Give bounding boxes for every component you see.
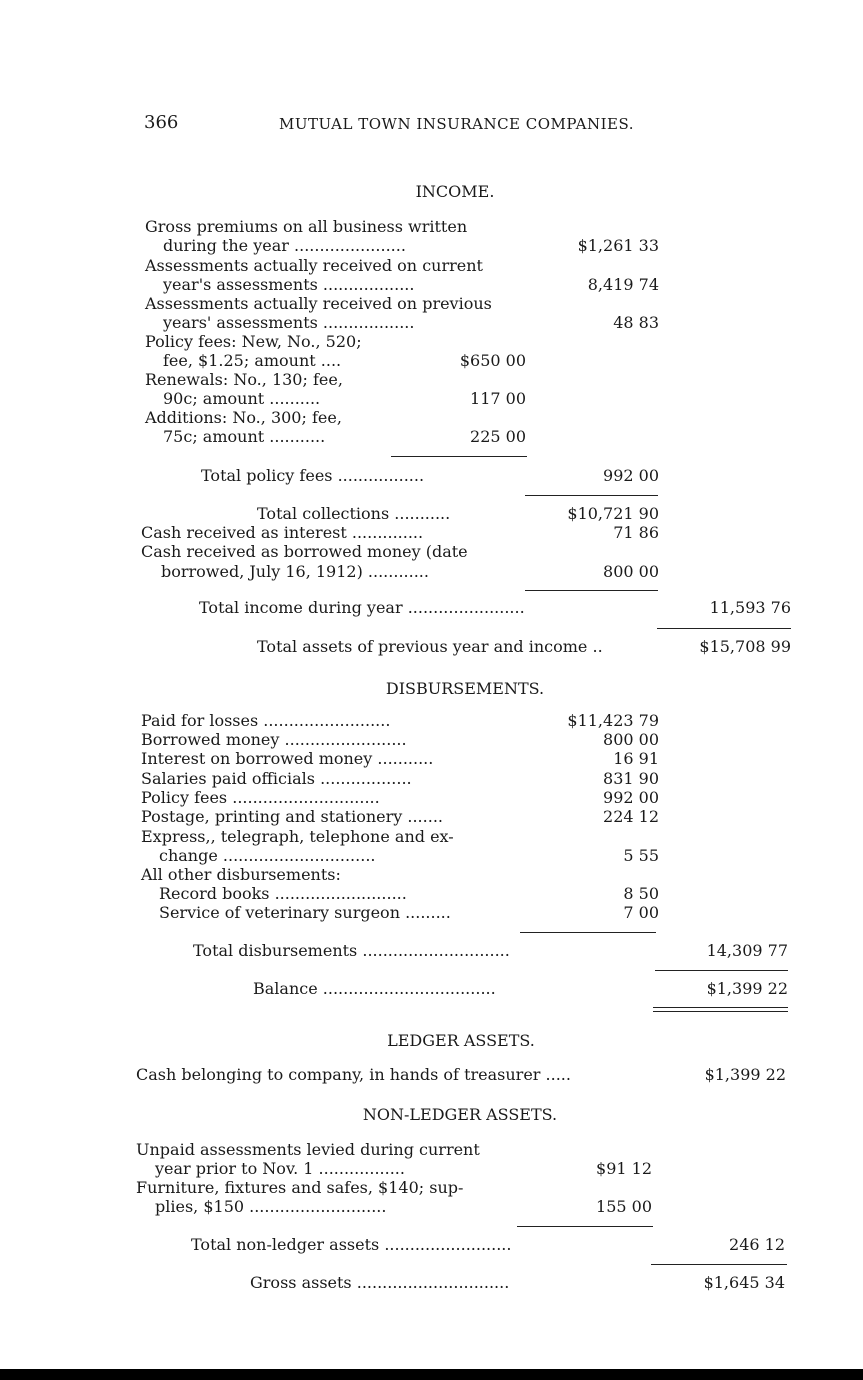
- previous-assessments-line2: years' assessments ..................: [163, 313, 415, 332]
- total-disbursements-label: Total disbursements .............................: [193, 941, 510, 960]
- total-income-amount: 11,593 76: [709, 598, 791, 617]
- express-line1: Express,, telegraph, telephone and ex-: [141, 827, 454, 846]
- express-line2: change ..............................: [159, 846, 376, 865]
- disbursement-amount: 800 00: [603, 730, 659, 749]
- disbursement-label: Postage, printing and stationery .......: [141, 807, 443, 826]
- gross-premiums-line2: during the year ......................: [163, 236, 406, 255]
- current-assessments-line1: Assessments actually received on current: [145, 256, 483, 275]
- gross-premiums-line1: Gross premiums on all business written: [145, 217, 468, 236]
- disbursement-amount: $11,423 79: [567, 711, 659, 730]
- interest-amount: 71 86: [613, 523, 659, 542]
- disbursement-label: Paid for losses .........................: [141, 711, 391, 730]
- record-books-label: Record books ..........................: [159, 884, 407, 903]
- renewals-line1: Renewals: No., 130; fee,: [145, 370, 343, 389]
- unpaid-assessments-line2: year prior to Nov. 1 .................: [155, 1159, 405, 1178]
- rule-total-nonledger: [651, 1264, 787, 1265]
- rule-income: [525, 590, 658, 591]
- total-policy-fees-label: Total policy fees .................: [201, 466, 425, 485]
- additions-line2: 75c; amount ...........: [163, 427, 326, 446]
- disbursements-heading: DISBURSEMENTS.: [385, 679, 545, 698]
- policy-fees-new-line2: fee, $1.25; amount ....: [163, 351, 342, 370]
- scan-edge-bar: [0, 1369, 863, 1380]
- borrowed-money-line2: borrowed, July 16, 1912) ............: [161, 562, 429, 581]
- rule-total-disbursements: [655, 970, 788, 971]
- veterinary-amount: 7 00: [623, 903, 659, 922]
- gross-assets-label: Gross assets ..............................: [250, 1273, 510, 1292]
- total-assets-label: Total assets of previous year and income ..: [257, 637, 603, 656]
- record-books-amount: 8 50: [623, 884, 659, 903]
- rule-total-income: [657, 628, 791, 629]
- additions-line1: Additions: No., 300; fee,: [145, 408, 342, 427]
- furniture-line2: plies, $150 ...........................: [155, 1197, 387, 1216]
- disbursement-amount: 224 12: [603, 807, 659, 826]
- interest-label: Cash received as interest ..............: [141, 523, 424, 542]
- furniture-amount: 155 00: [596, 1197, 652, 1216]
- balance-amount: $1,399 22: [706, 979, 788, 998]
- income-heading: INCOME.: [415, 182, 495, 201]
- balance-label: Balance ..................................: [253, 979, 496, 998]
- current-assessments-line2: year's assessments ..................: [163, 275, 415, 294]
- previous-assessments-amount: 48 83: [613, 313, 659, 332]
- veterinary-label: Service of veterinary surgeon .........: [159, 903, 451, 922]
- double-rule-balance: [653, 1007, 788, 1012]
- rule-disbursements: [520, 932, 656, 933]
- policy-fees-new-amount: $650 00: [459, 351, 526, 370]
- disbursement-label: Policy fees .............................: [141, 788, 380, 807]
- total-nonledger-amount: 246 12: [729, 1235, 785, 1254]
- previous-assessments-line1: Assessments actually received on previous: [145, 294, 492, 313]
- ledger-assets-heading: LEDGER ASSETS.: [387, 1031, 535, 1050]
- current-assessments-amount: 8,419 74: [587, 275, 659, 294]
- total-assets-amount: $15,708 99: [699, 637, 791, 656]
- gross-premiums-amount: $1,261 33: [577, 236, 659, 255]
- borrowed-money-amount: 800 00: [603, 562, 659, 581]
- cash-treasurer-label: Cash belonging to company, in hands of treasurer .....: [136, 1065, 571, 1084]
- furniture-line1: Furniture, fixtures and safes, $140; sup-: [136, 1178, 464, 1197]
- total-disbursements-amount: 14,309 77: [706, 941, 788, 960]
- policy-fees-new-line1: Policy fees: New, No., 520;: [145, 332, 362, 351]
- express-amount: 5 55: [623, 846, 659, 865]
- total-income-label: Total income during year .......................: [199, 598, 525, 617]
- additions-amount: 225 00: [470, 427, 526, 446]
- total-collections-amount: $10,721 90: [567, 504, 659, 523]
- total-collections-label: Total collections ...........: [257, 504, 451, 523]
- unpaid-assessments-amount: $91 12: [596, 1159, 652, 1178]
- disbursement-label: Salaries paid officials ..................: [141, 769, 412, 788]
- disbursement-amount: 992 00: [603, 788, 659, 807]
- disbursement-label: Interest on borrowed money ...........: [141, 749, 434, 768]
- borrowed-money-line1: Cash received as borrowed money (date: [141, 542, 468, 561]
- cash-treasurer-amount: $1,399 22: [704, 1065, 786, 1084]
- nonledger-assets-heading: NON-LEDGER ASSETS.: [362, 1105, 558, 1124]
- running-head: MUTUAL TOWN INSURANCE COMPANIES.: [279, 115, 634, 133]
- page-number: 366: [144, 112, 179, 133]
- other-disbursements-label: All other disbursements:: [141, 865, 341, 884]
- total-policy-fees-amount: 992 00: [603, 466, 659, 485]
- unpaid-assessments-line1: Unpaid assessments levied during current: [136, 1140, 480, 1159]
- rule-collections: [525, 495, 658, 496]
- renewals-amount: 117 00: [470, 389, 526, 408]
- disbursement-amount: 16 91: [613, 749, 659, 768]
- total-nonledger-label: Total non-ledger assets .........................: [191, 1235, 512, 1254]
- disbursement-amount: 831 90: [603, 769, 659, 788]
- rule-policy-fees: [391, 456, 527, 457]
- renewals-line2: 90c; amount ..........: [163, 389, 321, 408]
- gross-assets-amount: $1,645 34: [703, 1273, 785, 1292]
- disbursement-label: Borrowed money ........................: [141, 730, 407, 749]
- rule-nonledger: [517, 1226, 653, 1227]
